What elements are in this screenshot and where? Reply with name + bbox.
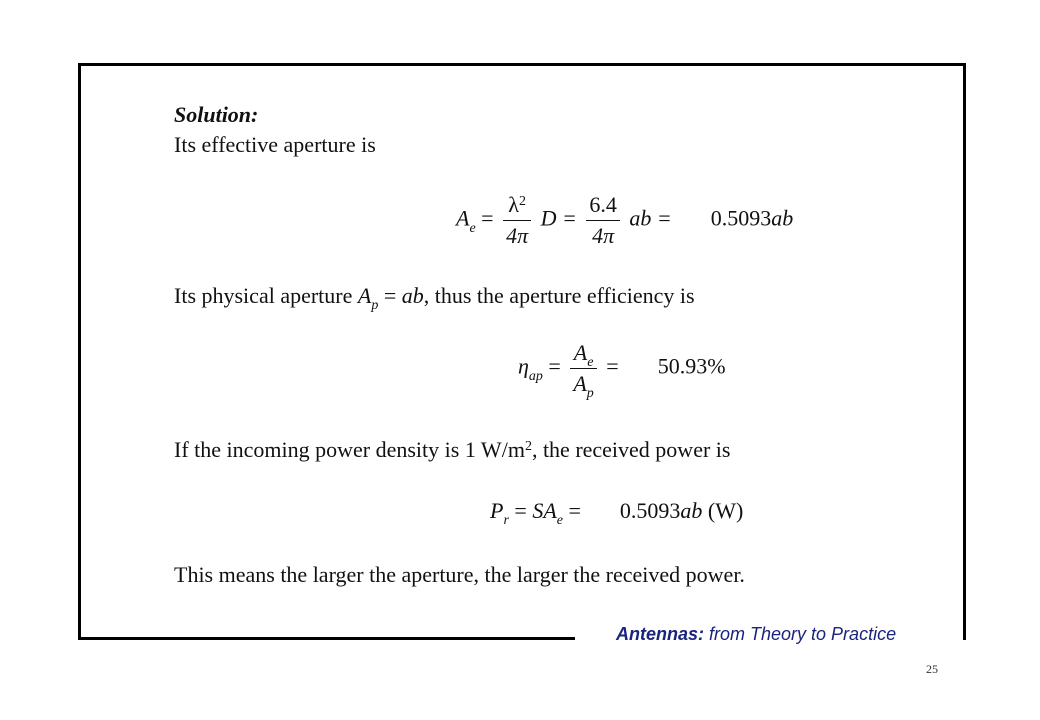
line2-suffix: , thus the aperture efficiency is [423,283,695,308]
frame-bottom-line [78,637,575,640]
conclusion-text: This means the larger the aperture, the larger the received power. [174,562,745,587]
eq1-result: 0.5093 [710,205,772,231]
footer-bold-part: Antennas: [616,624,705,644]
solution-heading: Solution: [174,102,259,127]
eq2-frac-num-sub: e [587,355,594,370]
line2-middle: = [378,283,402,308]
eq1-fraction-1 [503,192,531,249]
line2-prefix: Its physical aperture [174,283,358,308]
page-number: 25 [926,662,938,676]
line2-ab: ab [401,283,424,308]
eq2-frac-num: A [573,340,588,365]
eq1-after-frac2: ab = [629,205,672,231]
footer-book-title [616,624,896,645]
eq3-result-var: ab [680,498,703,523]
line3-sup: 2 [524,439,532,454]
eq1-lhs-sub: e [469,220,476,236]
eq1-frac1-den: 4π [506,223,529,248]
power-density-text [174,437,730,463]
aperture-efficiency-equation: $\eta_{ap}$ = $\frac{A_e}{A_p}$ = 50.93% [518,340,726,401]
eq1-frac1-num: λ [508,192,519,217]
received-power-equation: $P_r = SA_e = 0.5093ab$ (W) [490,498,744,528]
eq1-lhs: A [456,205,470,231]
intro-text: Its effective aperture is [174,132,376,157]
eq1-frac2-den: 4π [592,223,615,248]
eq3-lhs: P [490,498,504,523]
eq1-fraction-2 [586,192,620,249]
eq2-fraction [570,340,596,401]
eq1-result-var: ab [771,205,794,231]
effective-aperture-equation: $A_e$ = $\frac{\lambda^2}{4\pi}$ D = $\frac{6.4}{4\pi}$ ab = 0.5093ab [456,192,794,248]
eq2-lhs-sub: ap [528,368,543,384]
line3-suffix: , the received power is [531,437,731,462]
line3-prefix: If the incoming power density is 1 W/m [174,437,525,462]
line2-var: A [357,283,372,308]
eq1-frac2-num: 6.4 [586,192,620,221]
eq3-mid: SA [532,498,557,523]
eq3-unit: (W) [702,498,744,523]
eq2-frac-den: A [573,371,587,396]
line2-var-sub: p [371,298,379,313]
footer-rest: from Theory to Practice [704,624,897,644]
eq2-frac-den-sub: p [586,386,594,401]
eq2-lhs: η [518,353,529,379]
eq3-mid-sub: e [556,513,563,528]
eq1-after-frac1: D = [540,205,577,231]
eq3-lhs-sub: r [503,513,509,528]
eq2-result: 50.93% [657,353,726,379]
eq1-frac1-sup: 2 [518,194,526,209]
physical-aperture-text [174,283,695,313]
eq3-result: 0.5093 [619,498,681,523]
